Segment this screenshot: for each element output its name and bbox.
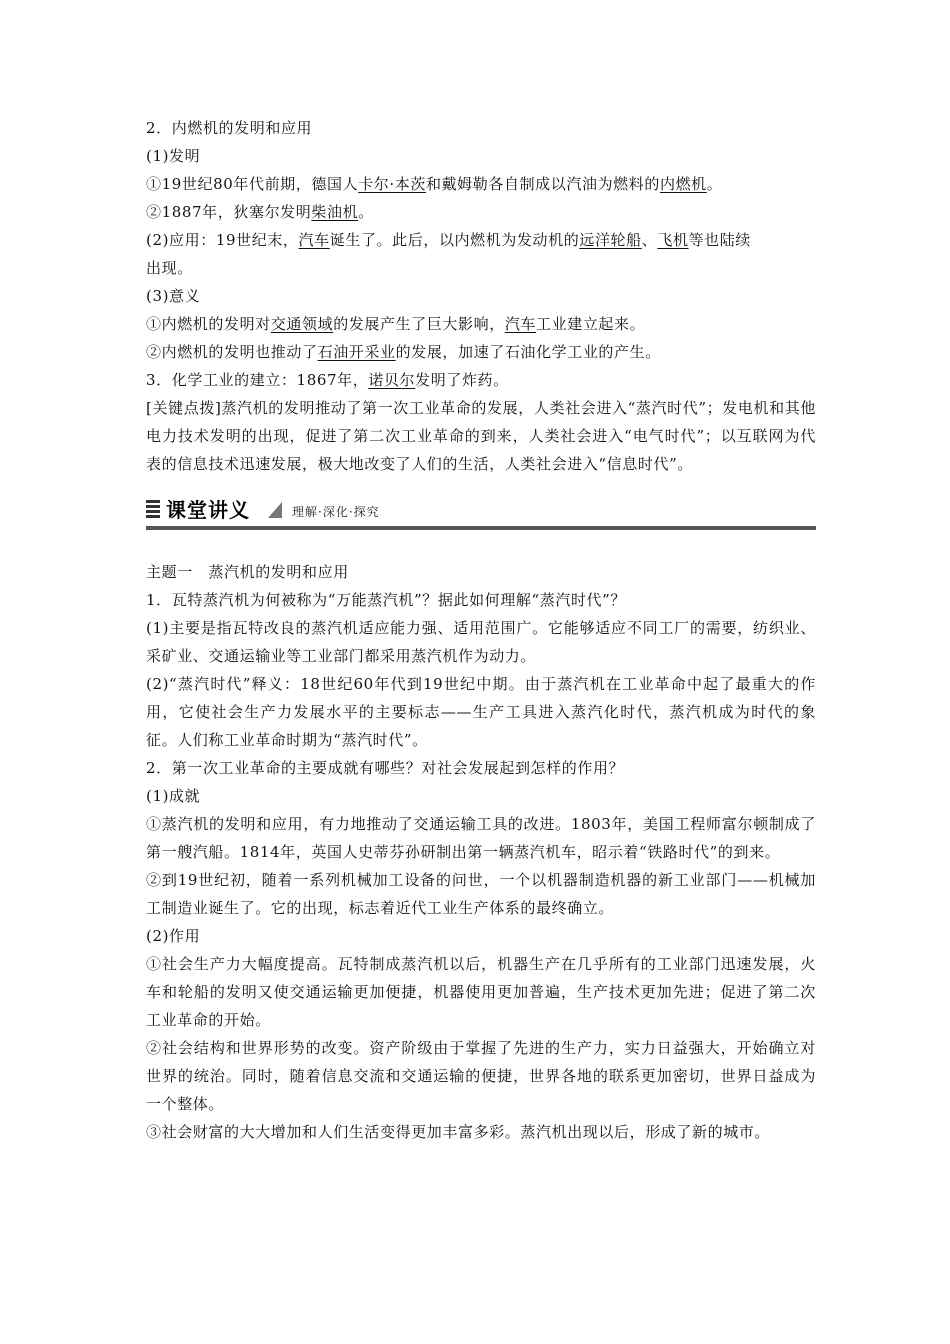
underlined-term: 柴油机: [311, 203, 359, 221]
banner-title: 课堂讲义: [166, 498, 250, 522]
topic-heading: 主题一 蒸汽机的发明和应用: [146, 563, 349, 581]
banner-subtitle: 理解·深化·探究: [292, 505, 380, 519]
underlined-term: 飞机: [657, 231, 689, 249]
underlined-term: 汽车: [298, 231, 330, 249]
question-2: 2．第一次工业革命的主要成就有哪些？对社会发展起到怎样的作用？: [146, 759, 625, 777]
slash-decoration-icon: [268, 502, 282, 518]
underlined-term: 石油开采业: [317, 343, 396, 361]
underlined-term: 诺贝尔: [368, 371, 416, 389]
application-item: (2)应用：19世纪末，汽车诞生了。此后，以内燃机为发动机的远洋轮船、飞机等也陆续: [146, 231, 751, 249]
underlined-term: 内燃机: [659, 175, 707, 193]
answer-1-2: (2)“蒸汽时代”释义：18世纪60年代到19世纪中期。由于蒸汽机在工业革命中起了最重大的作用，它使社会生产力发展水平的主要标志——生产工具进入蒸汽化时代，蒸汽机成为时代的象征。人们称工业革命时期为“蒸汽时代”。: [146, 675, 816, 749]
answer-1-1: (1)主要是指瓦特改良的蒸汽机适应能力强、适用范围广。它能够适应不同工厂的需要，纺织业、采矿业、交通运输业等工业部门都采用蒸汽机作为动力。: [146, 619, 816, 665]
meaning-item-2: ②内燃机的发明也推动了石油开采业的发展，加速了石油化学工业的产生。: [146, 343, 661, 361]
underlined-term: 汽车: [504, 315, 537, 333]
document-page: [146, 114, 816, 1146]
invention-item-1: ①19世纪80年代前期，德国人卡尔·本茨和戴姆勒各自制成以汽油为燃料的内燃机。: [146, 175, 723, 193]
section-banner: [146, 490, 816, 530]
question-1: 1．瓦特蒸汽机为何被称为“万能蒸汽机”？据此如何理解“蒸汽时代”？: [146, 591, 627, 609]
effect-item-2: ②社会结构和世界形势的改变。资产阶级由于掌握了先进的生产力，实力日益强大，开始确立对世界的统治。同时，随着信息交流和交通运输的便捷，世界各地的联系更加密切，世界日益成为一个整体。: [146, 1039, 816, 1113]
chemical-industry-item: 3．化学工业的建立：1867年，诺贝尔发明了炸药。: [146, 371, 509, 389]
banner-rule: [146, 526, 816, 530]
application-item-cont: 出现。: [146, 259, 193, 277]
effect-item-1: ①社会生产力大幅度提高。瓦特制成蒸汽机以后，机器生产在几乎所有的工业部门迅速发展，火车和轮船的发明又使交通运输更加便捷，机器使用更加普遍，生产技术更加先进；促进了第二次工业革命的开始。: [146, 955, 816, 1029]
effect-label: (2)作用: [146, 927, 201, 945]
invention-item-2: ②1887年，狄塞尔发明柴油机。: [146, 203, 374, 221]
underlined-term: 卡尔·本茨: [358, 175, 426, 193]
invention-label: (1)发明: [146, 147, 201, 165]
key-point-paragraph: [关键点拨]蒸汽机的发明推动了第一次工业革命的发展，人类社会进入“蒸汽时代”；发电机和其他电力技术发明的出现，促进了第二次工业革命的到来，人类社会进入“电气时代”；以互联网为代表的信息技术迅速发展，极大地改变了人们的生活，人类社会进入“信息时代”。: [146, 399, 816, 473]
meaning-label: (3)意义: [146, 287, 201, 305]
stripes-icon: [146, 500, 160, 518]
meaning-item-1: ①内燃机的发明对交通领域的发展产生了巨大影响，汽车工业建立起来。: [146, 315, 646, 333]
underlined-term: 交通领域: [270, 315, 334, 333]
underlined-term: 远洋轮船: [579, 231, 642, 249]
section-heading: 2．内燃机的发明和应用: [146, 119, 313, 137]
achievement-item-1: ①蒸汽机的发明和应用，有力地推动了交通运输工具的改进。1803年，美国工程师富尔顿制成了第一艘汽船。1814年，英国人史蒂芬孙研制出第一辆蒸汽机车，昭示着“铁路时代”的到来。: [146, 815, 816, 861]
achievement-item-2: ②到19世纪初，随着一系列机械加工设备的问世，一个以机器制造机器的新工业部门——机械加工制造业诞生了。它的出现，标志着近代工业生产体系的最终确立。: [146, 871, 816, 917]
achievement-label: (1)成就: [146, 787, 201, 805]
effect-item-3: ③社会财富的大大增加和人们生活变得更加丰富多彩。蒸汽机出现以后，形成了新的城市。: [146, 1123, 771, 1141]
